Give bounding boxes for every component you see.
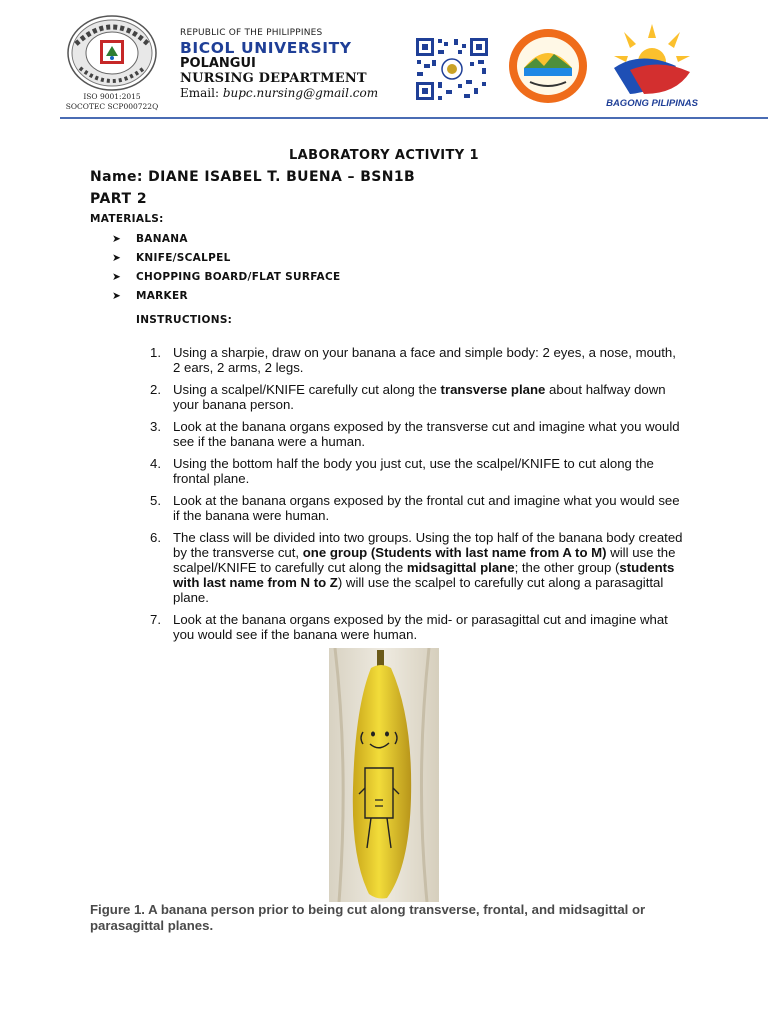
student-name: Name: DIANE ISABEL T. BUENA – BSN1B: [90, 169, 416, 185]
polangui-campus-seal: [508, 28, 588, 104]
campus-name: POLANGUI: [180, 56, 256, 71]
activity-title: LABORATORY ACTIVITY 1: [289, 148, 479, 163]
bagong-pilipinas-logo: [600, 22, 704, 112]
arrow-bullet-icon: ➤: [112, 233, 122, 245]
material-label: MARKER: [136, 290, 188, 302]
email-label: Email:: [180, 86, 220, 100]
figure-caption: Figure 1. A banana person prior to being cut along transverse, frontal, and midsagittal or parasagittal planes.: [90, 902, 646, 933]
step-text: [173, 456, 654, 486]
step-emphasis: midsagittal plane: [406, 559, 515, 575]
step-text-run: Look at the banana organs exposed by the transverse cut and imagine what you would see if the banana were a human.: [173, 418, 680, 450]
step-emphasis: transverse plane: [440, 381, 546, 397]
step-text-run: will use the scalpel/KNIFE to carefully cut along the: [173, 544, 676, 575]
email-line: [180, 86, 378, 100]
part-heading: PART 2: [90, 191, 148, 207]
step-text: [173, 493, 680, 523]
material-item: [112, 252, 231, 264]
republic-label: REPUBLIC OF THE PHILIPPINES: [180, 28, 323, 38]
banana-person-photo: [329, 648, 439, 902]
step-text: [173, 530, 683, 606]
step-text: [173, 345, 676, 375]
iso-certification: [62, 92, 162, 111]
instructions-heading: INSTRUCTIONS:: [136, 314, 233, 326]
material-item: [112, 271, 340, 283]
step-text-run: Look at the banana organs exposed by the mid- or parasagittal cut and imagine what you would see if the banana were human.: [173, 612, 668, 643]
arrow-bullet-icon: ➤: [112, 252, 122, 264]
step-text-run: ; the other group (: [514, 559, 620, 575]
header-text-block: [180, 28, 378, 100]
instruction-step: [146, 419, 686, 449]
step-text-run: ) will use the scalpel to carefully cut along a parasagittal plane.: [173, 575, 664, 606]
header-divider: [60, 117, 768, 119]
arrow-bullet-icon: ➤: [112, 290, 122, 302]
step-text-run: Look at the banana organs exposed by the frontal cut and imagine what you would see if the banana were human.: [173, 492, 680, 523]
bp-logo-text: BAGONG PILIPINAS: [606, 98, 698, 109]
step-text: [173, 612, 668, 642]
step-number: 4.: [150, 455, 161, 471]
step-number: 2.: [150, 381, 161, 397]
iso-line-1: ISO 9001:2015: [83, 92, 141, 101]
step-number: 3.: [150, 418, 161, 434]
step-text-run: about halfway down your banana person.: [173, 381, 666, 413]
step-number: 7.: [150, 612, 161, 628]
step-text: [173, 382, 666, 412]
material-item: [112, 233, 188, 245]
step-text-run: Using a sharpie, draw on your banana a face and simple body: 2 eyes, a nose, mouth, 2 ears, 2 arms, 2 legs.: [173, 345, 676, 376]
step-number: 6.: [150, 529, 161, 545]
step-text: [173, 419, 680, 449]
bicol-university-seal: [66, 14, 158, 92]
step-emphasis: students with last name from N to Z: [173, 559, 675, 591]
instruction-step: [146, 456, 686, 486]
instruction-step: [146, 493, 686, 523]
department-name: NURSING DEPARTMENT: [180, 71, 367, 86]
instruction-step: [146, 345, 686, 375]
step-number: 5.: [150, 492, 161, 508]
material-label: BANANA: [136, 233, 188, 245]
iso-line-2: SOCOTEC SCP000722Q: [65, 101, 159, 111]
step-text-run: The class will be divided into two groups. Using the top half of the banana body created by the transverse cut,: [173, 529, 683, 560]
material-item: [112, 290, 188, 302]
university-name: BICOL UNIVERSITY: [180, 39, 352, 57]
instruction-step: [146, 530, 686, 606]
material-label: KNIFE/SCALPEL: [136, 252, 231, 264]
email-link[interactable]: bupc.nursing@gmail.com: [222, 86, 379, 100]
qr-code-icon[interactable]: [414, 36, 490, 102]
arrow-bullet-icon: ➤: [112, 271, 122, 283]
instructions-list: [146, 345, 686, 649]
step-text-run: Using a scalpel/KNIFE carefully cut along the: [173, 381, 441, 397]
materials-heading: MATERIALS:: [90, 213, 164, 225]
step-number: 1.: [150, 345, 161, 360]
step-text-run: Using the bottom half the body you just cut, use the scalpel/KNIFE to cut along the frontal plane.: [173, 455, 654, 486]
instruction-step: [146, 612, 686, 642]
step-emphasis: one group (Students with last name from A to M): [302, 544, 607, 560]
material-label: CHOPPING BOARD/FLAT SURFACE: [136, 271, 341, 283]
instruction-step: [146, 382, 686, 412]
